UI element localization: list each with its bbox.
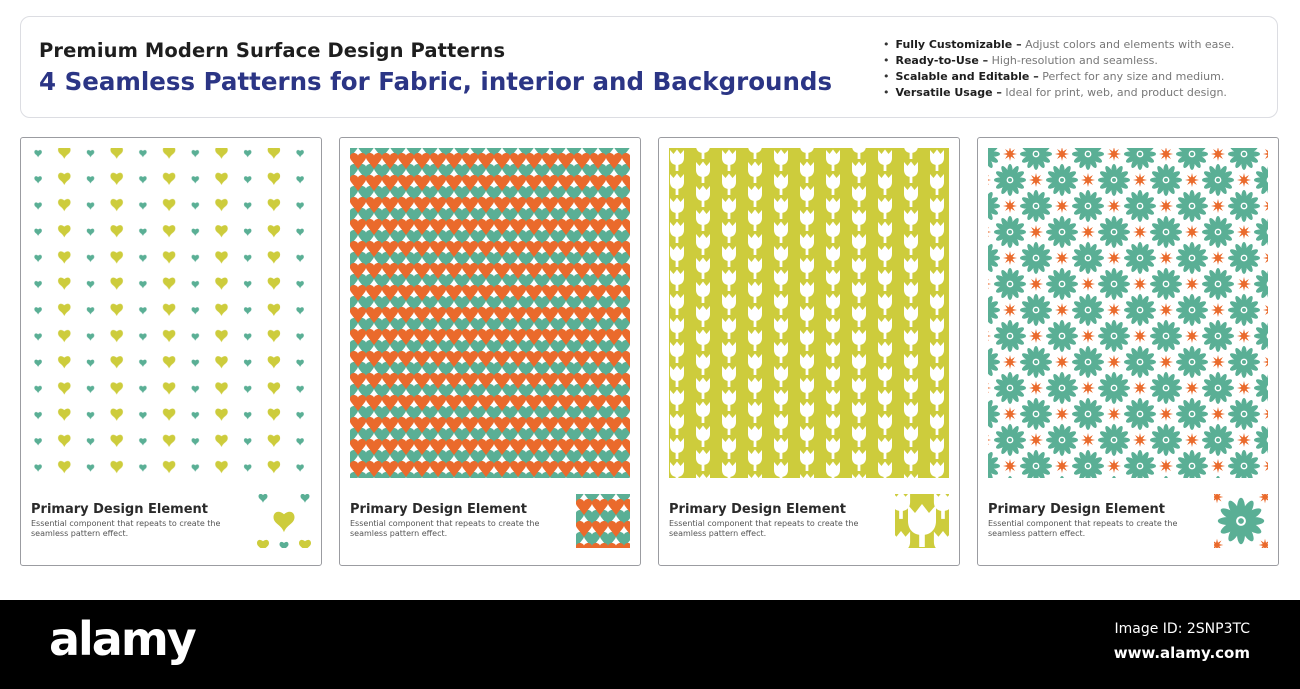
primary-element-swatch: [257, 494, 311, 548]
feature-label: Fully Customizable –: [895, 38, 1022, 51]
feature-text: Ideal for print, web, and product design.: [1001, 86, 1227, 99]
stock-footer-bar: [0, 600, 1300, 689]
pattern-card-3[interactable]: [658, 137, 960, 566]
primary-element-swatch: [895, 494, 949, 548]
card-description: Essential component that repeats to create the seamless pattern effect.: [31, 519, 221, 538]
card-title: Primary Design Element: [669, 502, 846, 517]
page-subtitle: 4 Seamless Patterns for Fabric, interior and Backgrounds: [39, 67, 833, 96]
page-title: Premium Modern Surface Design Patterns: [39, 39, 506, 62]
primary-element-swatch: [576, 494, 630, 548]
card-description: Essential component that repeats to create the seamless pattern effect.: [988, 519, 1178, 538]
flowers-teal-orange-pattern: [988, 148, 1268, 478]
tulips-white-on-lime-pattern: [669, 148, 949, 478]
card-title: Primary Design Element: [350, 502, 527, 517]
feature-list: [883, 37, 1234, 101]
feature-label: Scalable and Editable –: [895, 70, 1039, 83]
feature-label: Ready-to-Use –: [895, 54, 989, 67]
pattern-card-1[interactable]: [20, 137, 322, 566]
card-description: Essential component that repeats to create the seamless pattern effect.: [669, 519, 859, 538]
image-id: Image ID: 2SNP3TC: [1114, 621, 1250, 637]
site-url[interactable]: www.alamy.com: [1113, 644, 1250, 662]
card-description: Essential component that repeats to create the seamless pattern effect.: [350, 519, 540, 538]
feature-label: Versatile Usage –: [895, 86, 1002, 99]
hearts-orange-teal-pattern: [350, 148, 630, 478]
feature-item: [883, 37, 1234, 53]
pattern-card-2[interactable]: [339, 137, 641, 566]
feature-item: [883, 53, 1234, 69]
feature-item: [883, 85, 1234, 101]
primary-element-swatch: [1214, 494, 1268, 548]
feature-text: Adjust colors and elements with ease.: [1021, 38, 1235, 51]
card-title: Primary Design Element: [31, 502, 208, 517]
feature-text: Perfect for any size and medium.: [1038, 70, 1225, 83]
card-title: Primary Design Element: [988, 502, 1165, 517]
hearts-teal-yellow-pattern: [31, 148, 311, 478]
header-panel: [20, 16, 1278, 118]
alamy-logo: alamy: [49, 612, 195, 666]
feature-text: High-resolution and seamless.: [988, 54, 1158, 67]
feature-item: [883, 69, 1234, 85]
pattern-card-4[interactable]: [977, 137, 1279, 566]
